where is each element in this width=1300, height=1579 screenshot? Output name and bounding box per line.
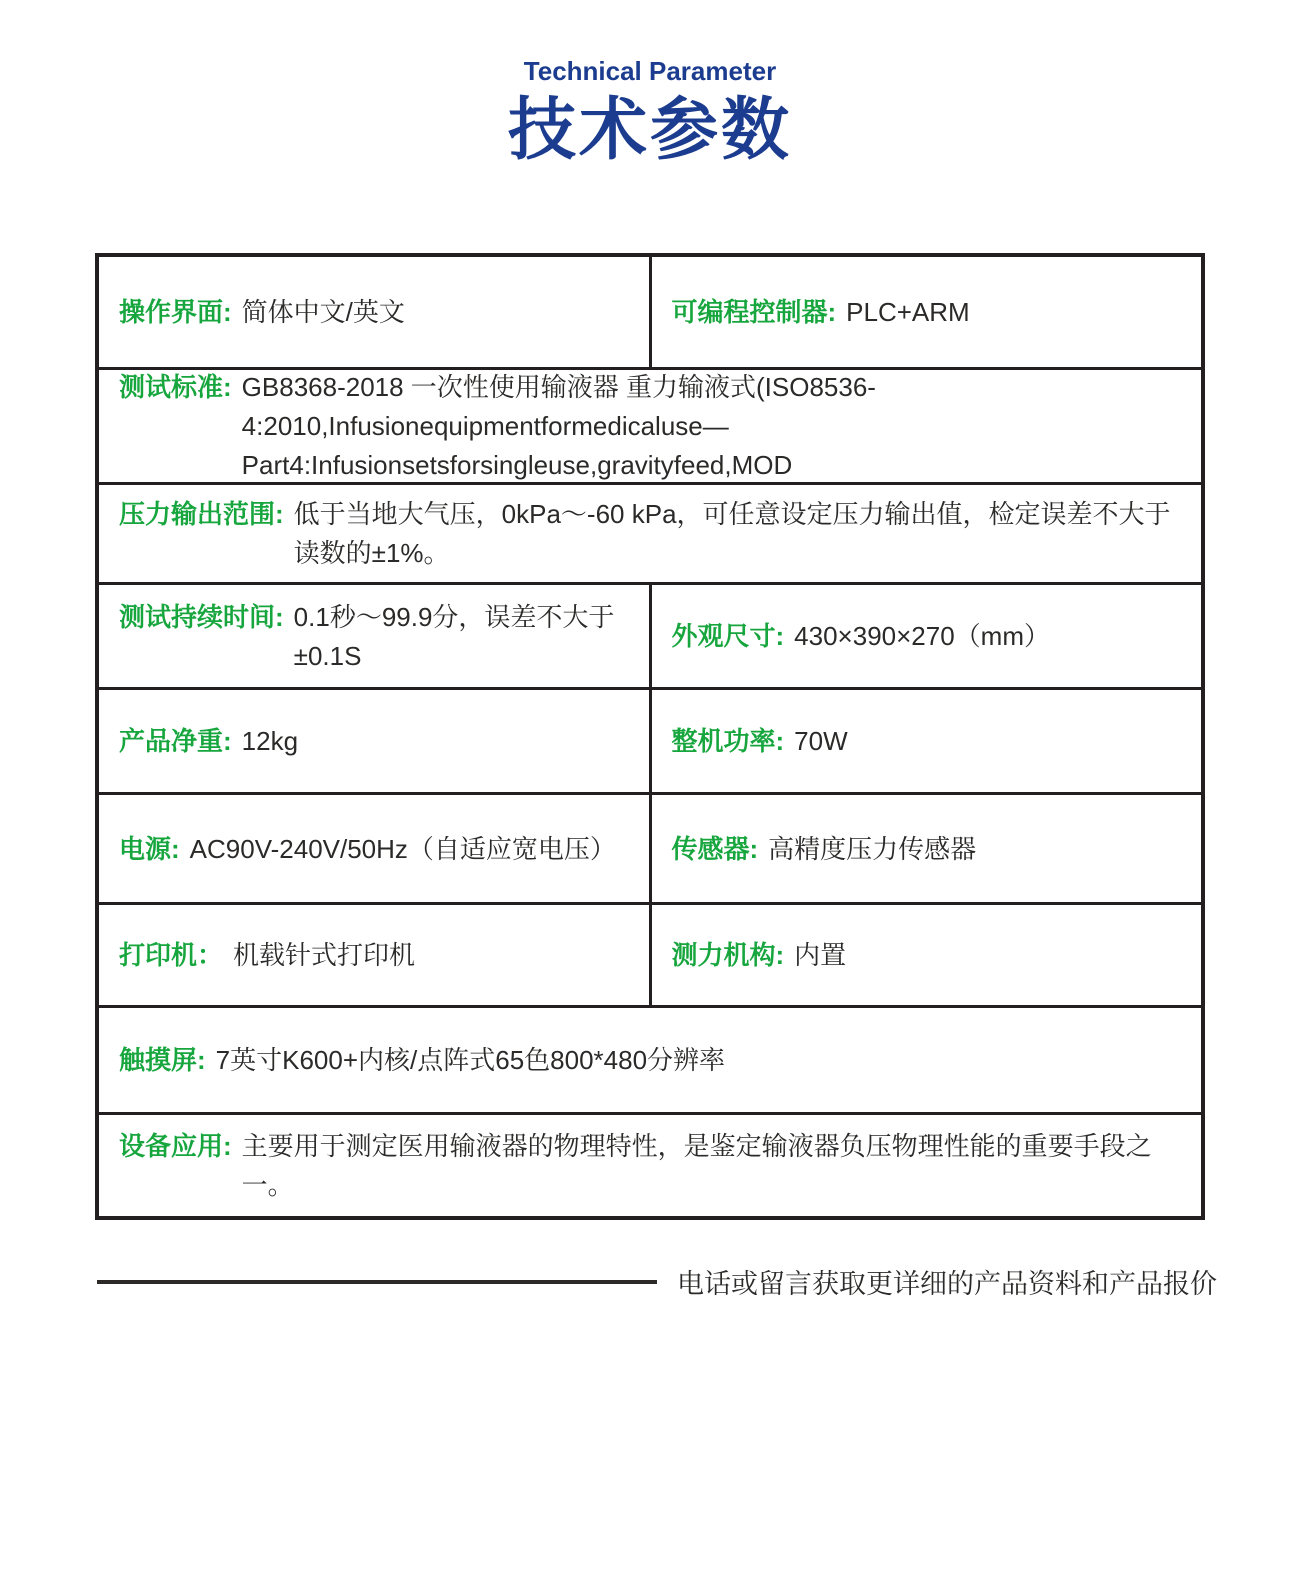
spec-value: 机载针式打印机 [233, 940, 416, 971]
spec-value: AC90V-240V/50Hz（自适应宽电压） [189, 833, 616, 864]
spec-label: 测力机构: [671, 940, 785, 971]
spec-value: PLC+ARM [846, 297, 970, 328]
page-header [0, 0, 1300, 169]
spec-cell [649, 905, 1202, 1005]
spec-label: 压力输出范围: [119, 499, 284, 530]
spec-value: 0.1秒～99.9分，误差不大于±0.1S [293, 601, 615, 671]
spec-row [99, 792, 1201, 902]
spec-row [99, 1005, 1201, 1112]
spec-value: 简体中文/英文 [241, 297, 405, 328]
spec-label: 测试持续时间: [119, 601, 284, 632]
spec-label: 触摸屏: [119, 1045, 206, 1076]
spec-pair [672, 829, 977, 869]
spec-pair [672, 935, 847, 975]
spec-cell [99, 1115, 1201, 1216]
spec-value: 低于当地大气压，0kPa～-60 kPa，可任意设定压力输出值，检定误差不大于读数的±1%。 [293, 499, 1171, 569]
spec-cell [649, 690, 1202, 792]
spec-pair [119, 829, 616, 869]
spec-label: 操作界面: [119, 297, 232, 328]
spec-label: 设备应用: [119, 1131, 232, 1162]
spec-pair [119, 1126, 1181, 1205]
spec-pair [119, 494, 1181, 573]
spec-value: 430×390×270（mm） [794, 621, 1050, 652]
spec-table [95, 253, 1205, 1220]
spec-cell [99, 795, 649, 902]
spec-value: 内置 [794, 940, 847, 971]
spec-pair [119, 292, 405, 332]
spec-label: 整机功率: [671, 726, 785, 757]
spec-cell [99, 585, 649, 687]
spec-cell [649, 585, 1202, 687]
spec-cell [99, 690, 649, 792]
spec-pair [119, 935, 415, 975]
spec-label: 传感器: [671, 833, 759, 864]
footer-note: 电话或留言获取更详细的产品资料和产品报价 [677, 1269, 1217, 1300]
spec-value: 70W [794, 726, 848, 757]
spec-row [99, 582, 1201, 687]
spec-cell [99, 257, 649, 367]
page-subtitle: Technical Parameter [523, 56, 777, 86]
spec-pair [672, 616, 1051, 656]
spec-row [99, 687, 1201, 792]
page-title: 技术参数 [507, 92, 792, 169]
spec-label: 测试标准: [119, 372, 232, 403]
page-footer [97, 1262, 1217, 1301]
spec-cell [649, 257, 1202, 367]
spec-label: 打印机： [119, 940, 224, 971]
spec-row [99, 1112, 1201, 1216]
spec-row [99, 367, 1201, 482]
spec-value: 7英寸K600+内核/点阵式65色800*480分辨率 [215, 1045, 726, 1076]
spec-cell [99, 1008, 1201, 1112]
footer-divider-line [97, 1280, 657, 1284]
spec-value: 主要用于测定医用输液器的物理特性，是鉴定输液器负压物理性能的重要手段之一。 [241, 1131, 1152, 1201]
spec-label: 外观尺寸: [671, 621, 785, 652]
spec-cell [649, 795, 1202, 902]
spec-cell [99, 905, 649, 1005]
spec-pair [119, 721, 298, 761]
spec-label: 可编程控制器: [671, 297, 837, 328]
spec-label: 电源: [119, 833, 180, 864]
spec-pair [119, 367, 1181, 485]
spec-pair [119, 597, 629, 676]
spec-value: 12kg [241, 726, 299, 757]
spec-row [99, 902, 1201, 1005]
spec-cell [99, 370, 1201, 482]
spec-value: 高精度压力传感器 [768, 833, 977, 864]
spec-pair [672, 292, 970, 332]
spec-cell [99, 485, 1201, 582]
spec-row [99, 482, 1201, 582]
spec-label: 产品净重: [119, 726, 232, 757]
spec-pair [119, 1040, 725, 1080]
spec-value: GB8368-2018 一次性使用输液器 重力输液式(ISO8536-4:2010,Infusionequipmentformedicaluse—Part4:Infusionsetsforsingleuse,gravityfeed,MOD [241, 372, 876, 481]
spec-row [99, 257, 1201, 367]
spec-pair [672, 721, 848, 761]
